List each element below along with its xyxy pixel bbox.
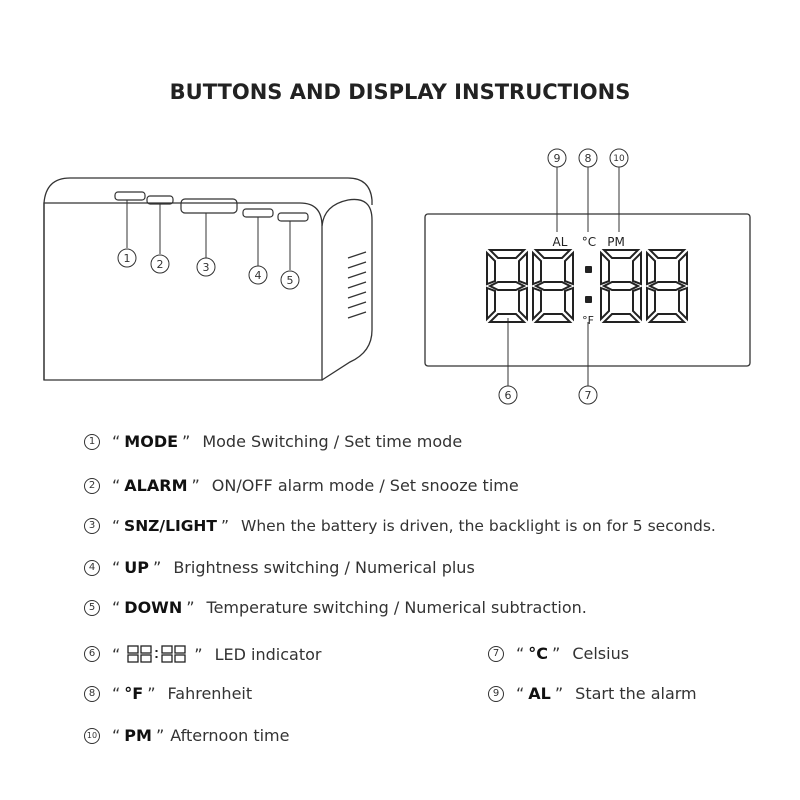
led-segment [536, 314, 570, 322]
led-segment [565, 253, 573, 284]
led-digit [533, 250, 573, 322]
led-segment [533, 253, 541, 284]
instruction-up: 4 “ UP ” Brightness switching / Numerical plus [84, 558, 475, 577]
instruction-number: 6 [84, 646, 100, 662]
instruction-desc: Afternoon time [170, 726, 290, 745]
led-digits [487, 250, 687, 322]
led-segment [487, 288, 495, 319]
instruction-number: 9 [488, 686, 504, 702]
snz-light-button [181, 199, 237, 213]
led-segment [536, 250, 570, 258]
down-button [278, 213, 308, 221]
al-indicator: AL [552, 235, 568, 249]
instruction-key: °C [528, 644, 549, 663]
instruction-desc: When the battery is driven, the backlight is on for 5 seconds. [241, 517, 716, 535]
led-segment [633, 288, 641, 319]
led-segment [650, 282, 684, 290]
instruction-pm: 10 “ PM ” Afternoon time [84, 726, 289, 745]
instruction-number: 4 [84, 560, 100, 576]
instruction-key: UP [124, 558, 150, 577]
led-segment [490, 282, 524, 290]
instruction-key: AL [528, 684, 551, 703]
callout-1: 1 [123, 252, 131, 265]
led-segment [604, 282, 638, 290]
instruction-celsius: 7 “ °C ” Celsius [488, 644, 629, 663]
celsius-indicator: °C [581, 235, 597, 249]
instruction-alarm: 2 “ ALARM ” ON/OFF alarm mode / Set snooze time [84, 476, 519, 495]
instruction-key: SNZ/LIGHT [124, 517, 217, 535]
led-segment [604, 314, 638, 322]
led-segment [633, 253, 641, 284]
led-digit [647, 250, 687, 322]
pm-indicator: PM [607, 235, 625, 249]
instruction-key: MODE [124, 432, 179, 451]
top-buttons [115, 192, 308, 221]
instruction-desc: Fahrenheit [167, 684, 253, 703]
instruction-desc: Start the alarm [575, 684, 697, 703]
instruction-number: 5 [84, 600, 100, 616]
instruction-desc: ON/OFF alarm mode / Set snooze time [211, 476, 519, 495]
instruction-fahrenheit: 8 “ °F ” Fahrenheit [84, 684, 252, 703]
instruction-snz-light: 3 “ SNZ/LIGHT ” When the battery is driven, the backlight is on for 5 seconds. [84, 517, 716, 535]
led-segment [533, 288, 541, 319]
led-segment [650, 250, 684, 258]
instruction-number: 7 [488, 646, 504, 662]
led-mini-icon [126, 644, 188, 664]
callout-9: 9 [553, 152, 561, 165]
led-segment [679, 288, 687, 319]
up-button [243, 209, 273, 217]
instruction-desc: Brightness switching / Numerical plus [173, 558, 475, 577]
callout-3: 3 [202, 261, 210, 274]
callout-8: 8 [584, 152, 592, 165]
led-segment [519, 253, 527, 284]
callout-7: 7 [584, 389, 592, 402]
led-segment [647, 288, 655, 319]
instruction-number: 2 [84, 478, 100, 494]
clock-body [44, 178, 372, 380]
instruction-desc: Temperature switching / Numerical subtraction. [206, 598, 587, 617]
led-segment [490, 250, 524, 258]
fahrenheit-indicator: °F [582, 314, 594, 327]
led-segment [601, 288, 609, 319]
instruction-al: 9 “ AL ” Start the alarm [488, 684, 697, 703]
led-segment [487, 253, 495, 284]
led-segment [679, 253, 687, 284]
instruction-desc: LED indicator [214, 644, 322, 664]
led-digit [601, 250, 641, 322]
callout-5: 5 [286, 274, 294, 287]
instruction-number: 1 [84, 434, 100, 450]
instruction-number: 3 [84, 518, 100, 534]
led-segment [604, 250, 638, 258]
instruction-desc: Mode Switching / Set time mode [202, 432, 463, 451]
mode-button [115, 192, 145, 200]
led-segment [601, 253, 609, 284]
instruction-key: °F [124, 684, 144, 703]
instruction-mode: 1 “ MODE ” Mode Switching / Set time mode [84, 432, 462, 451]
instruction-number: 10 [84, 728, 100, 744]
callout-2: 2 [156, 258, 164, 271]
led-segment [536, 282, 570, 290]
led-segment [490, 314, 524, 322]
led-segment [650, 314, 684, 322]
led-colon [585, 266, 592, 303]
page-title: BUTTONS AND DISPLAY INSTRUCTIONS [169, 80, 631, 104]
instruction-key: PM [124, 726, 152, 745]
led-digit [487, 250, 527, 322]
instruction-down: 5 “ DOWN ” Temperature switching / Numerical subtraction. [84, 598, 587, 617]
callout-4: 4 [254, 269, 262, 282]
instruction-number: 8 [84, 686, 100, 702]
instruction-desc: Celsius [572, 644, 630, 663]
led-segment [647, 253, 655, 284]
callout-10: 10 [613, 154, 625, 164]
instruction-led: 6 “ ” LED indicator [84, 644, 321, 664]
instruction-key: ALARM [124, 476, 188, 495]
instruction-key: DOWN [124, 598, 183, 617]
led-segment [519, 288, 527, 319]
callout-6: 6 [504, 389, 512, 402]
led-segment [565, 288, 573, 319]
